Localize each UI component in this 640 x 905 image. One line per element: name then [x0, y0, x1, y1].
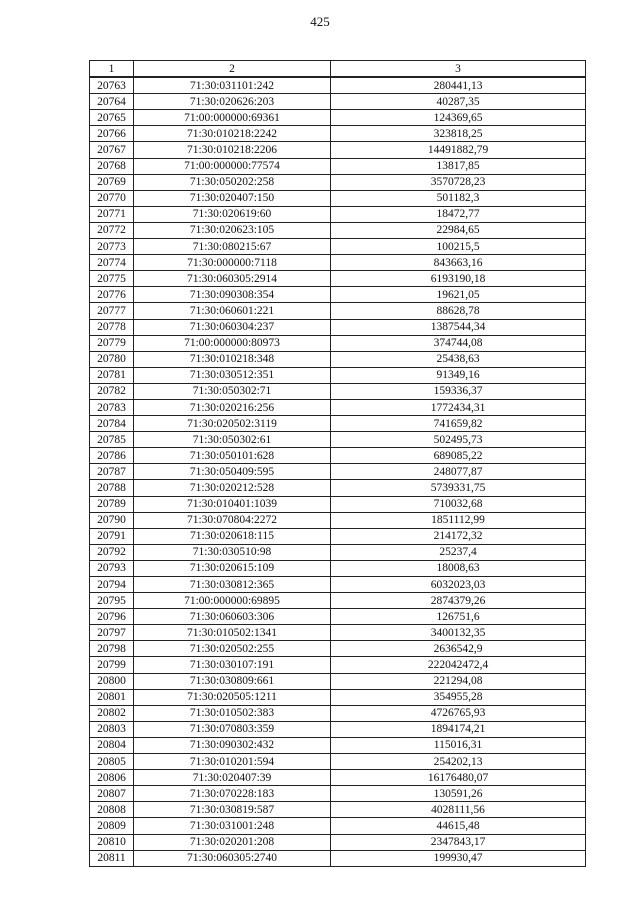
value-cell: 501182,3	[331, 190, 586, 206]
cadastral-number-cell: 71:30:060601:221	[134, 303, 331, 319]
table-row	[90, 544, 586, 560]
table-row	[90, 239, 586, 255]
value-cell: 843663,16	[331, 255, 586, 271]
value-cell: 3570728,23	[331, 174, 586, 190]
value-cell: 741659,82	[331, 416, 586, 432]
value-cell: 16176480,07	[331, 770, 586, 786]
table-row	[90, 416, 586, 432]
table-row	[90, 673, 586, 689]
cadastral-number-cell: 71:30:030819:587	[134, 802, 331, 818]
row-number-cell: 20780	[90, 351, 134, 367]
cadastral-number-cell: 71:30:020201:208	[134, 834, 331, 850]
cadastral-number-cell: 71:30:030809:661	[134, 673, 331, 689]
table-row	[90, 641, 586, 657]
table-row	[90, 448, 586, 464]
value-cell: 115016,31	[331, 737, 586, 753]
registry-table	[89, 60, 586, 867]
cadastral-number-cell: 71:30:010401:1039	[134, 496, 331, 512]
cadastral-number-cell: 71:30:090302:432	[134, 737, 331, 753]
table-row	[90, 577, 586, 593]
header-col-2: 2	[134, 61, 331, 78]
row-number-cell: 20788	[90, 480, 134, 496]
table-row	[90, 496, 586, 512]
value-cell: 130591,26	[331, 786, 586, 802]
value-cell: 221294,08	[331, 673, 586, 689]
cadastral-number-cell: 71:30:070804:2272	[134, 512, 331, 528]
cadastral-number-cell: 71:30:030510:98	[134, 544, 331, 560]
cadastral-number-cell: 71:30:031101:242	[134, 77, 331, 94]
row-number-cell: 20800	[90, 673, 134, 689]
row-number-cell: 20781	[90, 367, 134, 383]
table-header	[90, 61, 586, 78]
table-row	[90, 222, 586, 238]
row-number-cell: 20796	[90, 609, 134, 625]
value-cell: 40287,35	[331, 94, 586, 110]
table-row	[90, 255, 586, 271]
row-number-cell: 20807	[90, 786, 134, 802]
table-row	[90, 480, 586, 496]
value-cell: 25237,4	[331, 544, 586, 560]
value-cell: 199930,47	[331, 850, 586, 866]
cadastral-number-cell: 71:00:000000:77574	[134, 158, 331, 174]
table-row	[90, 367, 586, 383]
table-row	[90, 802, 586, 818]
row-number-cell: 20782	[90, 383, 134, 399]
cadastral-number-cell: 71:30:030812:365	[134, 577, 331, 593]
value-cell: 222042472,4	[331, 657, 586, 673]
row-number-cell: 20794	[90, 577, 134, 593]
cadastral-number-cell: 71:30:050302:71	[134, 383, 331, 399]
table-row	[90, 593, 586, 609]
row-number-cell: 20764	[90, 94, 134, 110]
table-row	[90, 94, 586, 110]
cadastral-number-cell: 71:30:000000:7118	[134, 255, 331, 271]
row-number-cell: 20770	[90, 190, 134, 206]
value-cell: 14491882,79	[331, 142, 586, 158]
value-cell: 18472,77	[331, 206, 586, 222]
value-cell: 502495,73	[331, 432, 586, 448]
table-row	[90, 609, 586, 625]
table-row	[90, 110, 586, 126]
value-cell: 323818,25	[331, 126, 586, 142]
value-cell: 22984,65	[331, 222, 586, 238]
row-number-cell: 20805	[90, 754, 134, 770]
table-row	[90, 206, 586, 222]
table-row	[90, 705, 586, 721]
row-number-cell: 20778	[90, 319, 134, 335]
cadastral-number-cell: 71:00:000000:80973	[134, 335, 331, 351]
value-cell: 19621,05	[331, 287, 586, 303]
cadastral-number-cell: 71:30:031001:248	[134, 818, 331, 834]
table-row	[90, 126, 586, 142]
cadastral-number-cell: 71:30:010218:348	[134, 351, 331, 367]
row-number-cell: 20801	[90, 689, 134, 705]
value-cell: 25438,63	[331, 351, 586, 367]
table-body	[90, 77, 586, 866]
table-row	[90, 818, 586, 834]
row-number-cell: 20795	[90, 593, 134, 609]
row-number-cell: 20793	[90, 560, 134, 576]
table-row	[90, 303, 586, 319]
value-cell: 1772434,31	[331, 399, 586, 415]
cadastral-number-cell: 71:30:050302:61	[134, 432, 331, 448]
row-number-cell: 20792	[90, 544, 134, 560]
value-cell: 710032,68	[331, 496, 586, 512]
table-row	[90, 689, 586, 705]
cadastral-number-cell: 71:30:060603:306	[134, 609, 331, 625]
row-number-cell: 20783	[90, 399, 134, 415]
cadastral-number-cell: 71:30:020212:528	[134, 480, 331, 496]
cadastral-number-cell: 71:30:030107:191	[134, 657, 331, 673]
row-number-cell: 20803	[90, 721, 134, 737]
row-number-cell: 20806	[90, 770, 134, 786]
table-row	[90, 850, 586, 866]
row-number-cell: 20810	[90, 834, 134, 850]
row-number-cell: 20797	[90, 625, 134, 641]
value-cell: 1851112,99	[331, 512, 586, 528]
value-cell: 88628,78	[331, 303, 586, 319]
value-cell: 4726765,93	[331, 705, 586, 721]
value-cell: 214172,32	[331, 528, 586, 544]
value-cell: 254202,13	[331, 754, 586, 770]
value-cell: 13817,85	[331, 158, 586, 174]
table-row	[90, 754, 586, 770]
cadastral-number-cell: 71:30:050202:258	[134, 174, 331, 190]
cadastral-number-cell: 71:30:020626:203	[134, 94, 331, 110]
row-number-cell: 20771	[90, 206, 134, 222]
value-cell: 124369,65	[331, 110, 586, 126]
table-row	[90, 335, 586, 351]
cadastral-number-cell: 71:30:090308:354	[134, 287, 331, 303]
table-row	[90, 464, 586, 480]
value-cell: 2347843,17	[331, 834, 586, 850]
value-cell: 1894174,21	[331, 721, 586, 737]
row-number-cell: 20787	[90, 464, 134, 480]
table-row	[90, 383, 586, 399]
cadastral-number-cell: 71:00:000000:69895	[134, 593, 331, 609]
value-cell: 5739331,75	[331, 480, 586, 496]
row-number-cell: 20772	[90, 222, 134, 238]
table-row	[90, 271, 586, 287]
value-cell: 100215,5	[331, 239, 586, 255]
row-number-cell: 20779	[90, 335, 134, 351]
cadastral-number-cell: 71:30:060305:2740	[134, 850, 331, 866]
value-cell: 354955,28	[331, 689, 586, 705]
table-row	[90, 528, 586, 544]
row-number-cell: 20811	[90, 850, 134, 866]
table-row	[90, 319, 586, 335]
cadastral-number-cell: 71:30:010218:2242	[134, 126, 331, 142]
table-row	[90, 399, 586, 415]
table-row	[90, 142, 586, 158]
value-cell: 159336,37	[331, 383, 586, 399]
row-number-cell: 20774	[90, 255, 134, 271]
table-row	[90, 786, 586, 802]
row-number-cell: 20799	[90, 657, 134, 673]
table-row	[90, 721, 586, 737]
table-row	[90, 158, 586, 174]
row-number-cell: 20786	[90, 448, 134, 464]
row-number-cell: 20773	[90, 239, 134, 255]
row-number-cell: 20777	[90, 303, 134, 319]
table-row	[90, 834, 586, 850]
cadastral-number-cell: 71:30:050409:595	[134, 464, 331, 480]
header-col-3: 3	[331, 61, 586, 78]
value-cell: 6032023,03	[331, 577, 586, 593]
value-cell: 91349,16	[331, 367, 586, 383]
cadastral-number-cell: 71:30:020502:3119	[134, 416, 331, 432]
row-number-cell: 20765	[90, 110, 134, 126]
cadastral-number-cell: 71:30:020407:150	[134, 190, 331, 206]
cadastral-number-cell: 71:30:010502:1341	[134, 625, 331, 641]
row-number-cell: 20809	[90, 818, 134, 834]
row-number-cell: 20791	[90, 528, 134, 544]
value-cell: 6193190,18	[331, 271, 586, 287]
cadastral-number-cell: 71:30:020502:255	[134, 641, 331, 657]
cadastral-number-cell: 71:30:020618:115	[134, 528, 331, 544]
table-row	[90, 190, 586, 206]
header-col-1: 1	[90, 61, 134, 78]
table-row	[90, 737, 586, 753]
cadastral-number-cell: 71:30:020623:105	[134, 222, 331, 238]
table-row	[90, 512, 586, 528]
table-row	[90, 287, 586, 303]
page-number: 425	[310, 14, 330, 29]
row-number-cell: 20785	[90, 432, 134, 448]
row-number-cell: 20767	[90, 142, 134, 158]
value-cell: 44615,48	[331, 818, 586, 834]
value-cell: 4028111,56	[331, 802, 586, 818]
cadastral-number-cell: 71:00:000000:69361	[134, 110, 331, 126]
table-row	[90, 560, 586, 576]
value-cell: 689085,22	[331, 448, 586, 464]
cadastral-number-cell: 71:30:020407:39	[134, 770, 331, 786]
row-number-cell: 20769	[90, 174, 134, 190]
value-cell: 2874379,26	[331, 593, 586, 609]
row-number-cell: 20763	[90, 77, 134, 94]
cadastral-number-cell: 71:30:020619:60	[134, 206, 331, 222]
row-number-cell: 20775	[90, 271, 134, 287]
row-number-cell: 20790	[90, 512, 134, 528]
cadastral-number-cell: 71:30:010502:383	[134, 705, 331, 721]
row-number-cell: 20798	[90, 641, 134, 657]
value-cell: 3400132,35	[331, 625, 586, 641]
row-number-cell: 20804	[90, 737, 134, 753]
cadastral-number-cell: 71:30:010218:2206	[134, 142, 331, 158]
cadastral-number-cell: 71:30:070228:183	[134, 786, 331, 802]
value-cell: 2636542,9	[331, 641, 586, 657]
row-number-cell: 20768	[90, 158, 134, 174]
value-cell: 126751,6	[331, 609, 586, 625]
cadastral-number-cell: 71:30:050101:628	[134, 448, 331, 464]
row-number-cell: 20802	[90, 705, 134, 721]
value-cell: 248077,87	[331, 464, 586, 480]
row-number-cell: 20784	[90, 416, 134, 432]
cadastral-number-cell: 71:30:070803:359	[134, 721, 331, 737]
cadastral-number-cell: 71:30:060304:237	[134, 319, 331, 335]
table-row	[90, 770, 586, 786]
cadastral-number-cell: 71:30:080215:67	[134, 239, 331, 255]
table-row	[90, 351, 586, 367]
header-row	[90, 61, 586, 78]
value-cell: 18008,63	[331, 560, 586, 576]
value-cell: 374744,08	[331, 335, 586, 351]
value-cell: 280441,13	[331, 77, 586, 94]
cadastral-number-cell: 71:30:010201:594	[134, 754, 331, 770]
table-row	[90, 432, 586, 448]
table-row	[90, 77, 586, 94]
row-number-cell: 20766	[90, 126, 134, 142]
cadastral-number-cell: 71:30:020505:1211	[134, 689, 331, 705]
cadastral-number-cell: 71:30:060305:2914	[134, 271, 331, 287]
row-number-cell: 20808	[90, 802, 134, 818]
table-row	[90, 625, 586, 641]
cadastral-number-cell: 71:30:020615:109	[134, 560, 331, 576]
value-cell: 1387544,34	[331, 319, 586, 335]
row-number-cell: 20789	[90, 496, 134, 512]
cadastral-number-cell: 71:30:030512:351	[134, 367, 331, 383]
table-row	[90, 657, 586, 673]
row-number-cell: 20776	[90, 287, 134, 303]
table-row	[90, 174, 586, 190]
cadastral-number-cell: 71:30:020216:256	[134, 399, 331, 415]
